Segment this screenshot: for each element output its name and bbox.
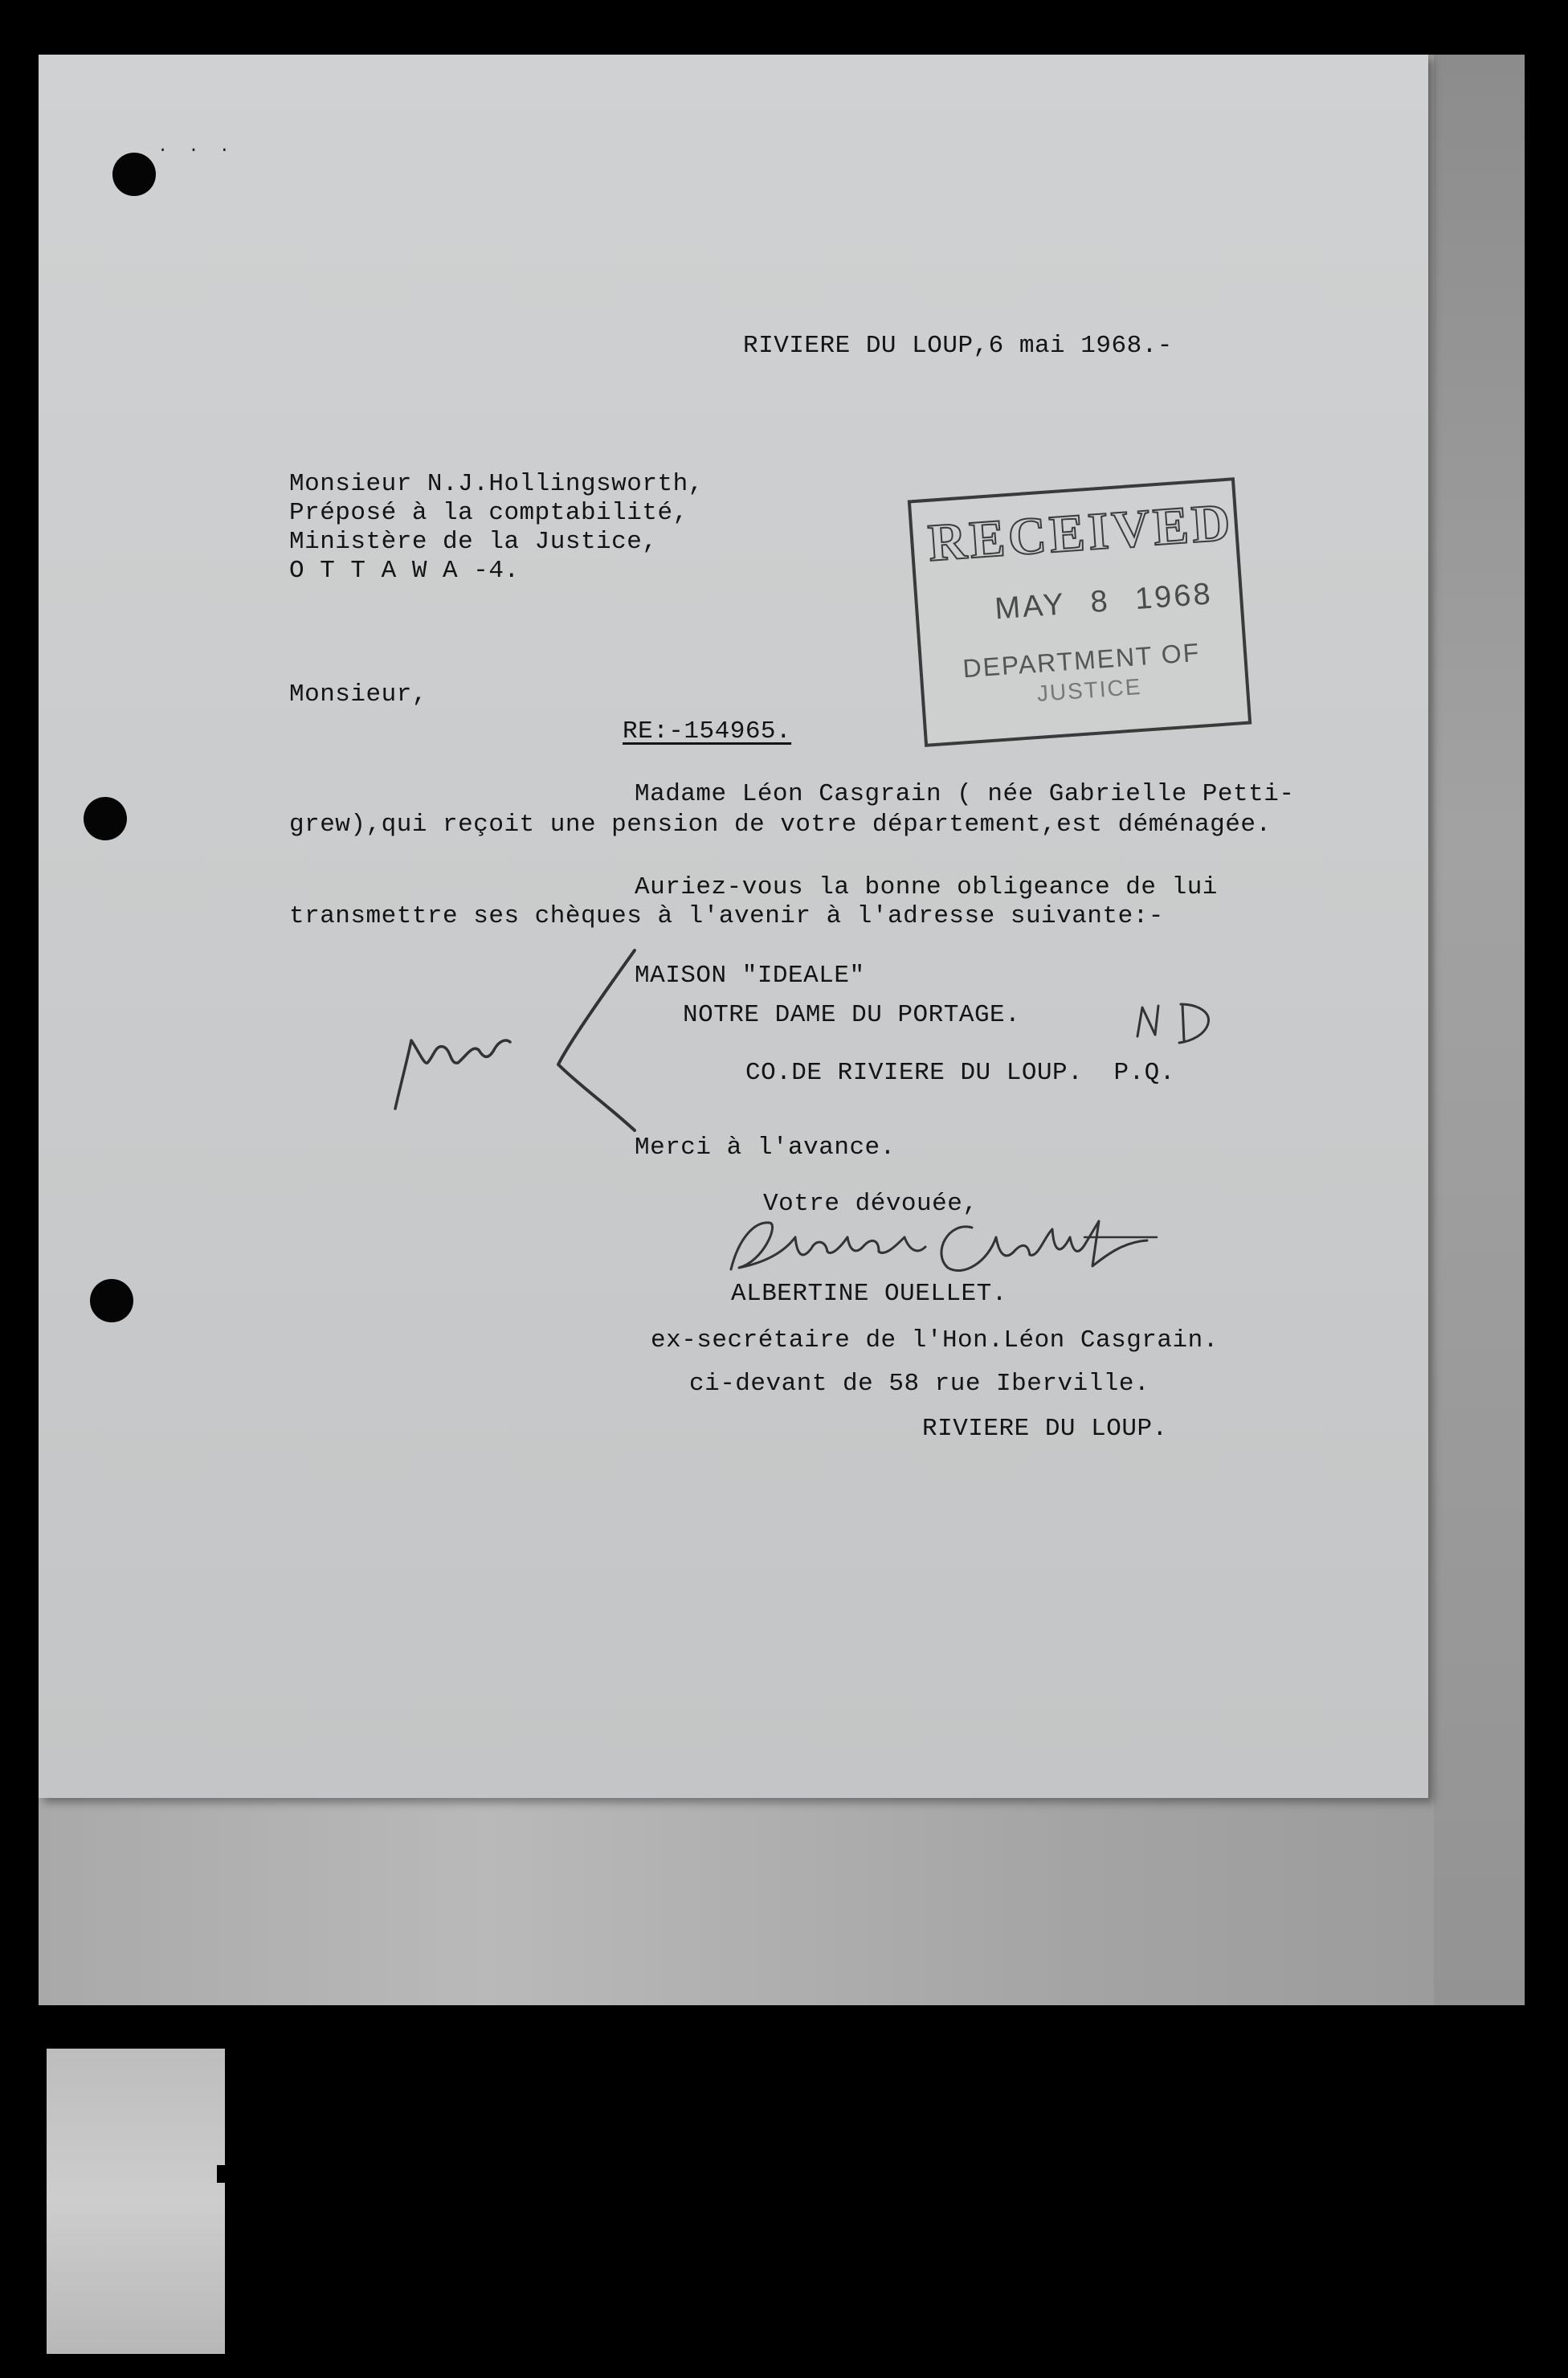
paper-stub	[47, 2049, 225, 2354]
address-line-3: CO.DE RIVIERE DU LOUP. P.Q.	[745, 1059, 1175, 1087]
reference-number: RE:-154965.	[623, 717, 792, 746]
punch-hole-bottom	[90, 1279, 133, 1322]
signatory-name: ALBERTINE OUELLET.	[731, 1280, 1007, 1308]
received-stamp	[908, 477, 1252, 747]
closing-thanks: Merci à l'avance.	[635, 1134, 896, 1162]
address-line-2: NOTRE DAME DU PORTAGE.	[683, 1001, 1021, 1029]
body-paragraph-1-line-1: Madame Léon Casgrain ( née Gabrielle Petti-	[635, 780, 1295, 808]
signatory-city: RIVIERE DU LOUP.	[922, 1415, 1168, 1443]
handwritten-margin-note	[378, 944, 643, 1153]
background-sheet-edge	[1434, 55, 1525, 2005]
signatory-former-address: ci-devant de 58 rue Iberville.	[689, 1370, 1150, 1398]
handwritten-initials	[1131, 996, 1227, 1052]
body-paragraph-1-line-2: grew),qui reçoit une pension de votre département,est déménagée.	[289, 811, 1272, 839]
stamp-received-text: RECEIVED	[926, 492, 1235, 573]
stamp-justice: JUSTICE	[1035, 673, 1143, 706]
recipient-ministry: Ministère de la Justice,	[289, 528, 658, 556]
salutation: Monsieur,	[289, 680, 427, 709]
punch-hole-top	[112, 153, 156, 196]
recipient-position: Préposé à la comptabilité,	[289, 499, 688, 527]
stamp-date: MAY 8 1968	[994, 577, 1214, 627]
recipient-name: Monsieur N.J.Hollingsworth,	[289, 470, 704, 498]
stamp-department: DEPARTMENT OF	[962, 637, 1202, 684]
paper-stub-notch	[217, 2165, 225, 2183]
margin-specks: . . .	[157, 137, 235, 157]
body-paragraph-2-line-1: Auriez-vous la bonne obligeance de lui	[635, 873, 1218, 901]
recipient-city: O T T A W A -4.	[289, 557, 520, 585]
closing-valediction: Votre dévouée,	[763, 1190, 978, 1218]
punch-hole-middle	[84, 797, 127, 840]
body-paragraph-2-line-2: transmettre ses chèques à l'avenir à l'adresse suivante:-	[289, 902, 1164, 930]
place-date: RIVIERE DU LOUP,6 mai 1968.-	[743, 332, 1173, 360]
signatory-title: ex-secrétaire de l'Hon.Léon Casgrain.	[651, 1326, 1219, 1354]
address-line-1: MAISON "IDEALE"	[635, 962, 865, 990]
